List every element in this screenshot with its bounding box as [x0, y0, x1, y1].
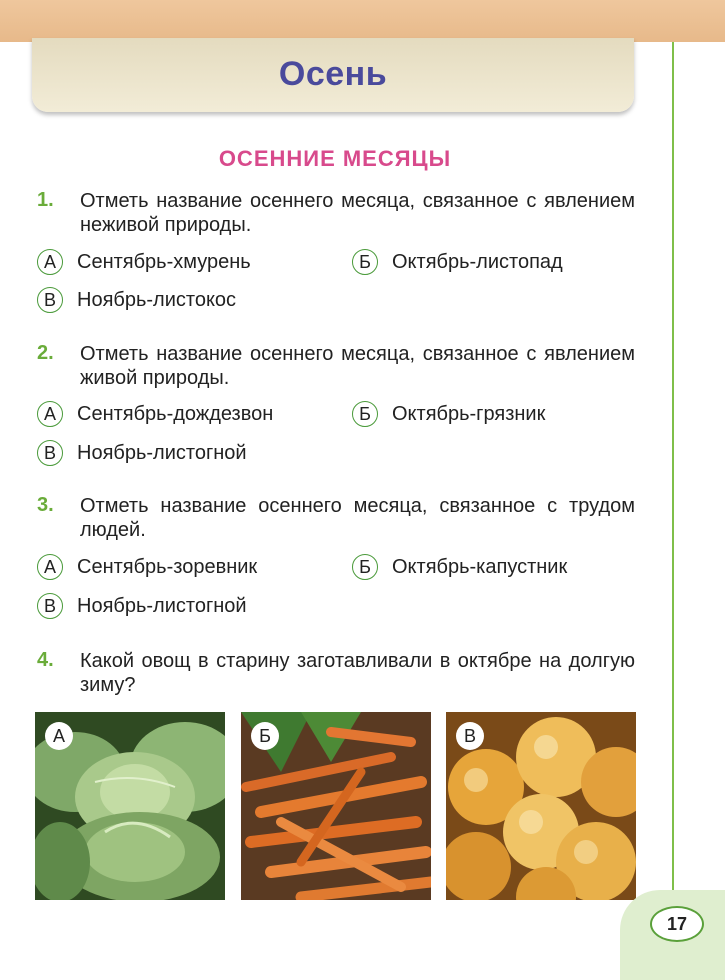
option-label: Сентябрь-зоревник: [77, 555, 258, 578]
option-letter-circle[interactable]: В: [37, 287, 63, 313]
option-2b[interactable]: [352, 399, 545, 429]
photo-onions[interactable]: [446, 712, 636, 900]
option-letter-circle[interactable]: Б: [352, 249, 378, 275]
question-number: 3.: [37, 494, 54, 516]
option-label: Октябрь-листопад: [392, 250, 563, 273]
option-letter-circle[interactable]: А: [37, 249, 63, 275]
photo-letter: А: [45, 722, 73, 750]
question-text: Отметь название осеннего месяца, связанное с явлением неживой природы.: [80, 190, 635, 236]
chapter-title: Осень: [278, 55, 388, 93]
question-text: Какой овощ в старину заготавливали в октябре на долгую зиму?: [80, 650, 635, 696]
option-2a[interactable]: [37, 399, 273, 429]
option-1c[interactable]: [37, 285, 236, 315]
top-band: [0, 0, 725, 42]
page-number: 17: [650, 906, 704, 942]
option-label: Ноябрь-листокос: [77, 288, 237, 311]
option-3b[interactable]: [352, 552, 567, 582]
option-label: Сентябрь-дождезвон: [77, 402, 274, 425]
option-letter-circle[interactable]: А: [37, 554, 63, 580]
option-letter-circle[interactable]: А: [37, 401, 63, 427]
option-label: Октябрь-капустник: [392, 555, 568, 578]
photo-letter: В: [456, 722, 484, 750]
option-label: Ноябрь-листогной: [77, 594, 247, 617]
option-1a[interactable]: [37, 247, 251, 277]
photo-carrots[interactable]: [241, 712, 431, 900]
photo-letter: Б: [251, 722, 279, 750]
option-label: Ноябрь-листогной: [77, 441, 247, 464]
section-title: ОСЕННИЕ МЕСЯЦЫ: [218, 146, 452, 171]
option-3c[interactable]: [37, 591, 247, 621]
question-text: Отметь название осеннего месяца, связанное с трудом людей.: [80, 495, 635, 541]
option-letter-circle[interactable]: Б: [352, 401, 378, 427]
option-label: Сентябрь-хмурень: [77, 250, 251, 273]
option-letter-circle[interactable]: В: [37, 440, 63, 466]
option-letter-circle[interactable]: Б: [352, 554, 378, 580]
option-letter-circle[interactable]: В: [37, 593, 63, 619]
option-2c[interactable]: [37, 438, 247, 468]
option-1b[interactable]: [352, 247, 563, 277]
photo-cabbage[interactable]: [35, 712, 225, 900]
question-number: 2.: [37, 342, 54, 364]
question-number: 1.: [37, 189, 54, 211]
question-text: Отметь название осеннего месяца, связанное с явлением живой природы.: [80, 343, 635, 389]
option-label: Октябрь-грязник: [392, 402, 546, 425]
margin-line: [672, 42, 674, 912]
question-number: 4.: [37, 649, 54, 671]
option-3a[interactable]: [37, 552, 257, 582]
